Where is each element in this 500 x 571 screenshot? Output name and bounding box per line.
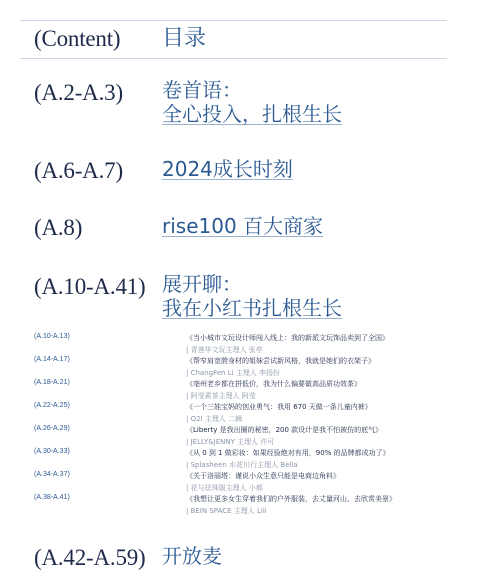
section-title-link[interactable]	[162, 214, 323, 238]
article-code: (A.22-A.25)	[34, 402, 70, 409]
article-title: 《亳州老乡都在拼低价，我为什么偏要做高品质功效茶》	[186, 380, 361, 388]
article-author: | 阿莹素茶主理人 阿莹	[186, 392, 256, 400]
section-title-line: 展开聊：	[162, 272, 242, 296]
article-author: | 花与珐珠服主理人 小郝	[186, 484, 263, 492]
section-title-link[interactable]	[162, 544, 222, 568]
section-title-link[interactable]	[162, 78, 342, 126]
page-title: 目录	[162, 26, 207, 51]
header-code: (Content)	[34, 26, 121, 51]
article-code: (A.18-A.21)	[34, 379, 70, 386]
section-code: (A.10-A.41)	[34, 274, 146, 299]
section-title-link[interactable]	[162, 157, 293, 181]
article-author: | 青莲华文玩主理人 张亭	[186, 346, 263, 354]
article-code: (A.34-A.37)	[34, 471, 70, 478]
article-title: 《我想让更多女生穿着我们的户外服装，去丈量河山、去欣赏美景》	[186, 495, 396, 503]
section-code: (A.42-A.59)	[34, 545, 146, 570]
article-code: (A.14-A.17)	[34, 356, 70, 363]
article-title: 《当小城市文玩设计师闯入线上：我的新派文玩饰品卖到了全国》	[186, 334, 389, 342]
article-author: | ChangFen Li 主理人 李扬扮	[186, 369, 280, 377]
section-code: (A.2-A.3)	[34, 80, 123, 105]
article-author: | BEIN SPACE 主理人 Lili	[186, 507, 267, 515]
section-title-line: rise100 百大商家	[162, 214, 324, 238]
article-code: (A.38-A.41)	[34, 494, 70, 501]
section-code: (A.6-A.7)	[34, 158, 123, 183]
article-title: 《Liberty 是我出圈的秘密，200 款设计是我不怕被仿的底气》	[186, 426, 383, 434]
top-rule	[20, 20, 447, 21]
article-author: | Q2I 主理人 二狮	[186, 415, 243, 423]
article-title: 《帮窄肩宽胯身材的姐妹尝试新风格，我就是她们的衣架子》	[186, 357, 375, 365]
section-title-line: 开放麦	[162, 544, 222, 568]
article-author: | Splasheen 水花川行主理人 Bella	[186, 461, 298, 469]
article-code: (A.30-A.33)	[34, 448, 70, 455]
article-code: (A.26-A.29)	[34, 425, 70, 432]
section-title-line: 我在小红书扎根生长	[162, 296, 342, 320]
section-title-line: 卷首语：	[162, 78, 242, 102]
section-code: (A.8)	[34, 215, 83, 240]
article-title: 《从 0 到 1 做彩妆：如果经验绝对有用，90% 的品牌都成功了》	[186, 449, 390, 457]
section-title-line: 全心投入，扎根生长	[162, 102, 342, 126]
section-title-link[interactable]	[162, 272, 342, 320]
header-rule	[20, 58, 447, 59]
article-code: (A.10-A.13)	[34, 333, 70, 340]
article-author: | JELLY&JENNY 主理人 许可	[186, 438, 275, 446]
article-title: 《一个三娃宝妈的创业勇气：我用 670 天做一条儿童内裤》	[186, 403, 372, 411]
section-title-line: 2024成长时刻	[162, 157, 293, 181]
article-title: 《关于洛丽塔：谨说小众生意只能是电商边角料》	[186, 472, 340, 480]
